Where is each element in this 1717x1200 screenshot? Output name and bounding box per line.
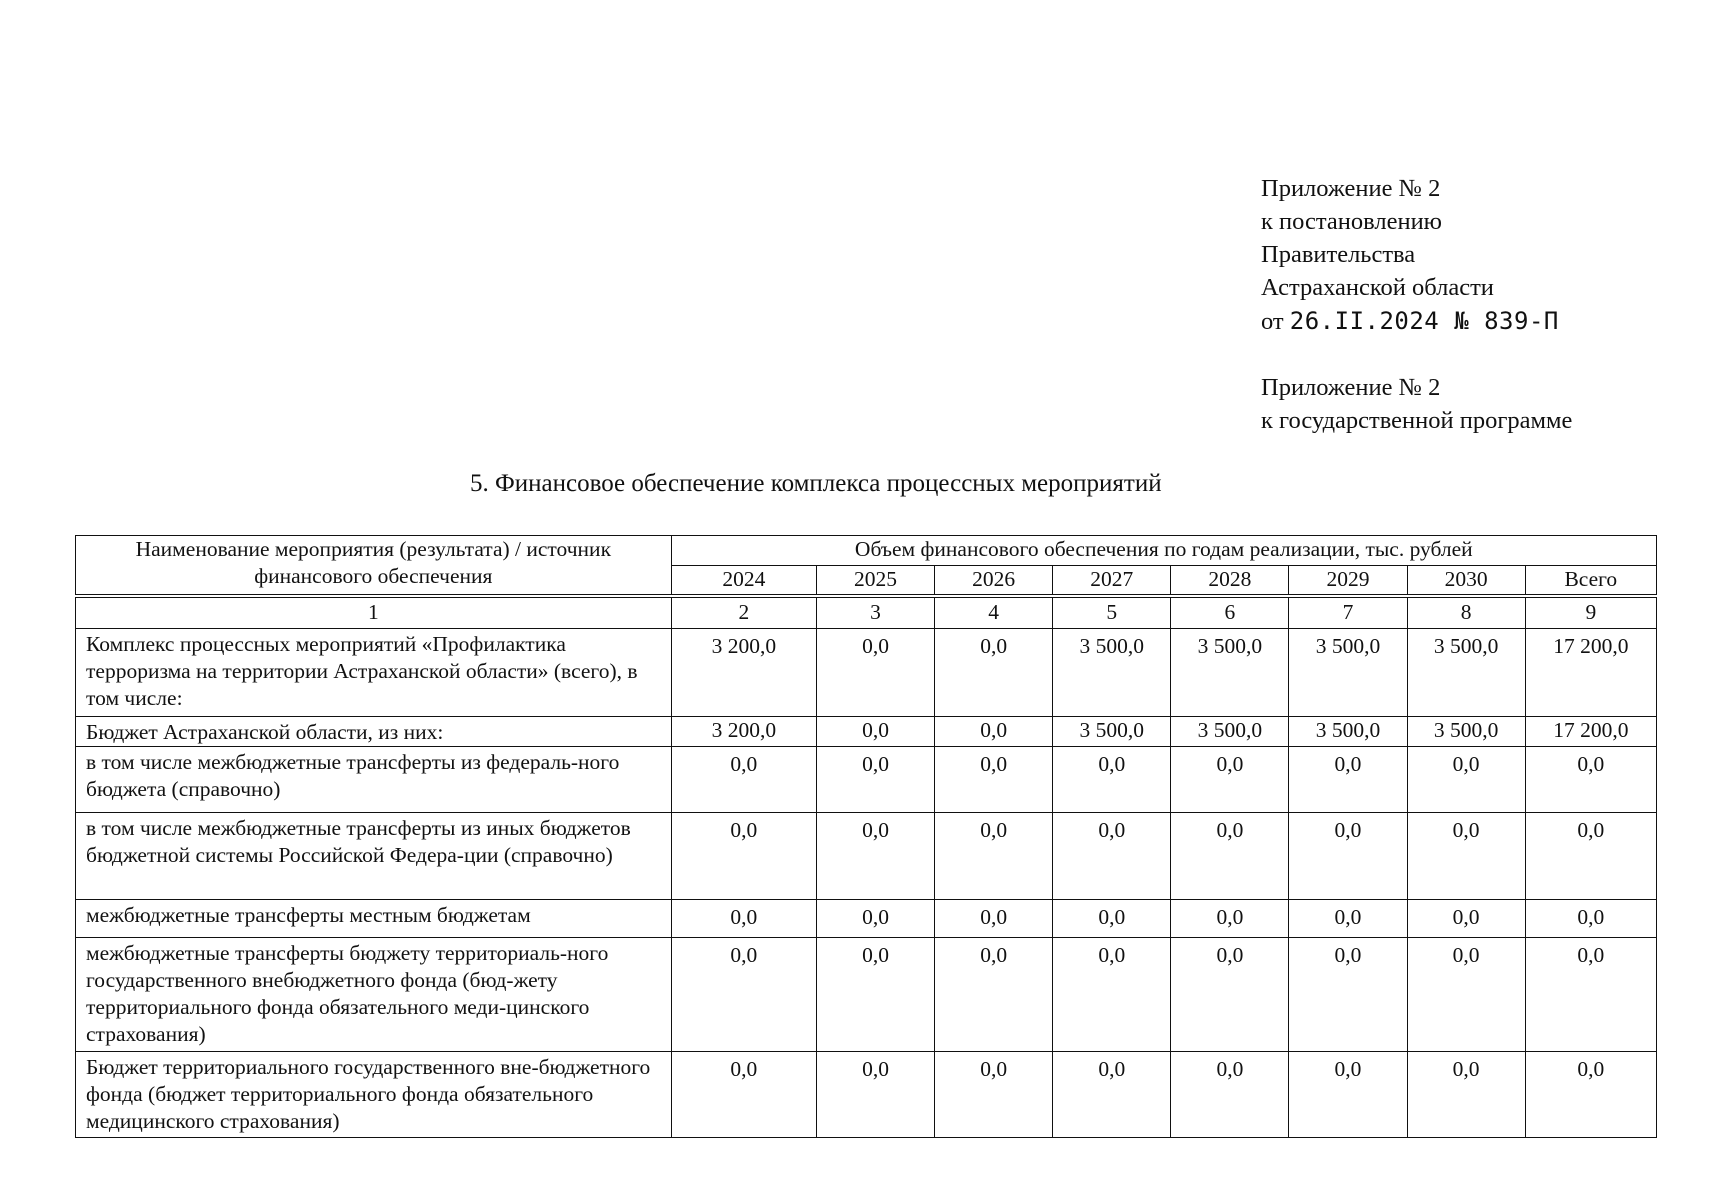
financing-table	[75, 535, 1657, 1138]
value-cell: 0,0	[1525, 1051, 1656, 1137]
value-cell: 0,0	[1407, 812, 1525, 899]
value-cell: 0,0	[935, 899, 1053, 937]
value-cell: 0,0	[1289, 746, 1407, 812]
value-cell: 3 500,0	[1289, 716, 1407, 746]
year-header: 2030	[1407, 566, 1525, 596]
value-cell: 0,0	[1053, 1051, 1171, 1137]
value-cell: 0,0	[1407, 937, 1525, 1051]
column-number: 4	[935, 596, 1053, 629]
year-header: 2029	[1289, 566, 1407, 596]
row-name: межбюджетные трансферты местным бюджетам	[76, 899, 672, 937]
appendix-order-block	[1261, 172, 1559, 338]
value-cell: 3 500,0	[1053, 716, 1171, 746]
order-date-line	[1261, 305, 1559, 338]
value-cell: 0,0	[671, 899, 816, 937]
table-row	[76, 1051, 1657, 1137]
table-row	[76, 716, 1657, 746]
column-number: 8	[1407, 596, 1525, 629]
value-cell: 0,0	[1289, 812, 1407, 899]
value-cell: 0,0	[1171, 812, 1289, 899]
value-cell: 0,0	[1171, 1051, 1289, 1137]
value-cell: 0,0	[671, 746, 816, 812]
value-cell: 0,0	[1171, 746, 1289, 812]
row-name: Комплекс процессных мероприятий «Профилактика терроризма на территории Астраханской области» (всего), в том числе:	[76, 628, 672, 716]
value-cell: 0,0	[935, 812, 1053, 899]
value-cell: 0,0	[935, 746, 1053, 812]
value-cell: 0,0	[935, 937, 1053, 1051]
row-name: межбюджетные трансферты бюджету территориаль-ного государственного внебюджетного фонда (бюд-жету территориального фонда обязательного меди-цинского страхования)	[76, 937, 672, 1051]
table-row	[76, 937, 1657, 1051]
value-cell: 0,0	[817, 812, 935, 899]
value-cell: 0,0	[817, 716, 935, 746]
value-cell: 0,0	[671, 1051, 816, 1137]
column-number-row	[76, 596, 1657, 629]
value-cell: 0,0	[817, 899, 935, 937]
value-cell: 0,0	[1289, 1051, 1407, 1137]
value-cell: 0,0	[1525, 937, 1656, 1051]
value-cell: 3 200,0	[671, 628, 816, 716]
value-cell: 0,0	[1053, 812, 1171, 899]
table-row	[76, 746, 1657, 812]
value-cell: 0,0	[1407, 899, 1525, 937]
value-cell: 3 500,0	[1171, 716, 1289, 746]
header-row	[76, 536, 1657, 566]
year-header: 2027	[1053, 566, 1171, 596]
value-cell: 0,0	[1407, 1051, 1525, 1137]
value-cell: 3 500,0	[1407, 628, 1525, 716]
value-cell: 3 500,0	[1289, 628, 1407, 716]
value-cell: 0,0	[1525, 812, 1656, 899]
column-number: 6	[1171, 596, 1289, 629]
value-cell: 0,0	[1171, 937, 1289, 1051]
year-header: 2024	[671, 566, 816, 596]
table-row	[76, 812, 1657, 899]
value-cell: 0,0	[817, 628, 935, 716]
value-cell: 3 500,0	[1407, 716, 1525, 746]
column-number: 1	[76, 596, 672, 629]
value-cell: 0,0	[1525, 746, 1656, 812]
value-cell: 0,0	[1053, 746, 1171, 812]
year-header: 2025	[817, 566, 935, 596]
value-cell: 0,0	[817, 1051, 935, 1137]
section-title: 5. Финансовое обеспечение комплекса процессных мероприятий	[470, 470, 1162, 497]
value-cell: 0,0	[1053, 937, 1171, 1051]
value-cell: 0,0	[935, 628, 1053, 716]
table-row	[76, 899, 1657, 937]
value-cell: 0,0	[671, 812, 816, 899]
appendix-line: к государственной программе	[1261, 407, 1573, 434]
year-header: 2026	[935, 566, 1053, 596]
appendix-program-block	[1261, 371, 1572, 437]
header-name-cell: Наименование мероприятия (результата) / источник финансового обеспечения	[76, 536, 672, 596]
date-prefix: от	[1261, 308, 1284, 335]
value-cell: 0,0	[1171, 899, 1289, 937]
column-number: 7	[1289, 596, 1407, 629]
column-number: 5	[1053, 596, 1171, 629]
column-number: 9	[1525, 596, 1656, 629]
value-cell: 0,0	[817, 937, 935, 1051]
table-row	[76, 628, 1657, 716]
year-header: 2028	[1171, 566, 1289, 596]
value-cell: 0,0	[1407, 746, 1525, 812]
order-date-number: 26.II.2024 № 839-П	[1289, 307, 1559, 335]
value-cell: 0,0	[817, 746, 935, 812]
value-cell: 0,0	[935, 1051, 1053, 1137]
value-cell: 0,0	[935, 716, 1053, 746]
appendix-line: к постановлению	[1261, 208, 1442, 235]
column-number: 3	[817, 596, 935, 629]
appendix-line: Приложение № 2	[1261, 374, 1441, 401]
value-cell: 3 200,0	[671, 716, 816, 746]
value-cell: 17 200,0	[1525, 628, 1656, 716]
header-volume-cell: Объем финансового обеспечения по годам реализации, тыс. рублей	[671, 536, 1656, 566]
value-cell: 3 500,0	[1053, 628, 1171, 716]
value-cell: 0,0	[671, 937, 816, 1051]
value-cell: 0,0	[1053, 899, 1171, 937]
row-name: в том числе межбюджетные трансферты из федераль-ного бюджета (справочно)	[76, 746, 672, 812]
appendix-line: Приложение № 2	[1261, 175, 1441, 202]
appendix-line: Правительства	[1261, 241, 1416, 268]
row-name: в том числе межбюджетные трансферты из иных бюджетов бюджетной системы Российской Федера-ции (справочно)	[76, 812, 672, 899]
value-cell: 0,0	[1525, 899, 1656, 937]
value-cell: 0,0	[1289, 899, 1407, 937]
value-cell: 3 500,0	[1171, 628, 1289, 716]
year-header: Всего	[1525, 566, 1656, 596]
value-cell: 0,0	[1289, 937, 1407, 1051]
column-number: 2	[671, 596, 816, 629]
row-name: Бюджет территориального государственного вне-бюджетного фонда (бюджет территориального фонда обязательного медицинского страхования)	[76, 1051, 672, 1137]
row-name: Бюджет Астраханской области, из них:	[76, 716, 672, 746]
value-cell: 17 200,0	[1525, 716, 1656, 746]
appendix-line: Астраханской области	[1261, 274, 1494, 301]
